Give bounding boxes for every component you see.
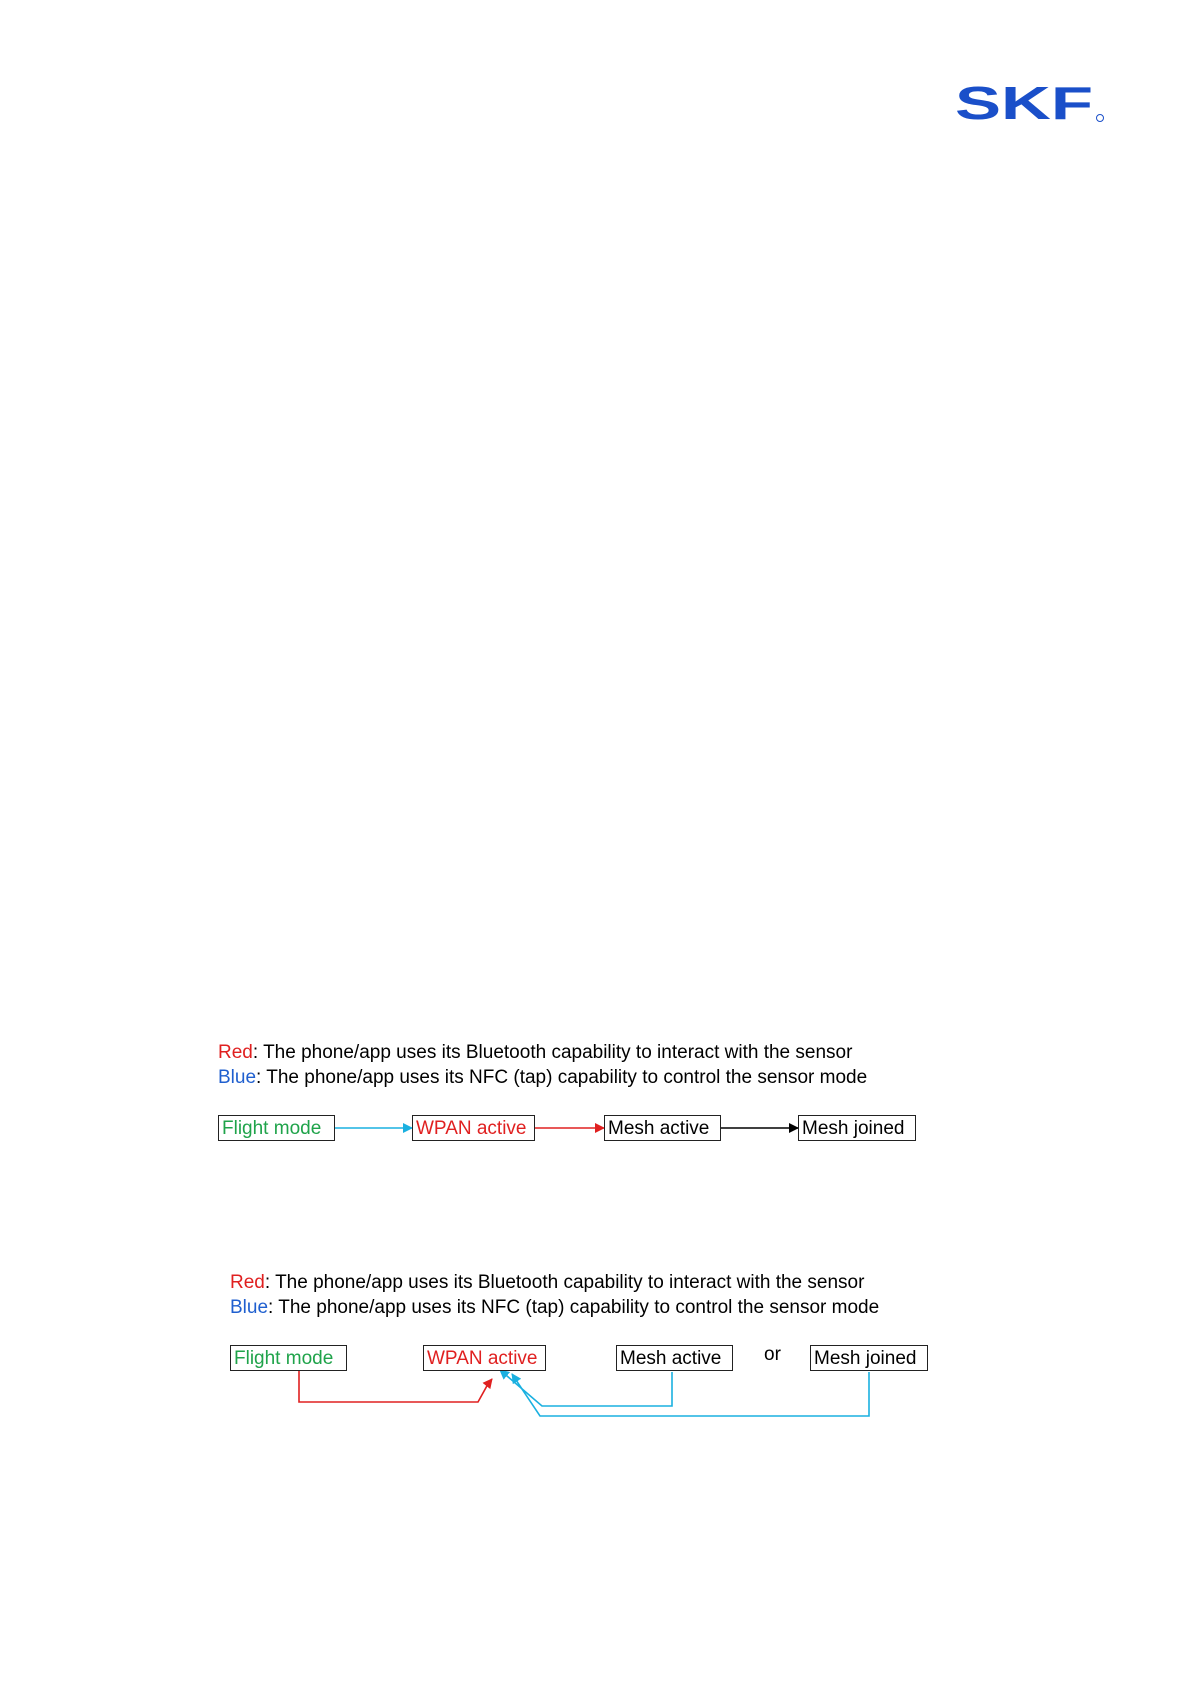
state-mesh-joined: Mesh joined xyxy=(810,1345,928,1371)
legend-blue-key: Blue xyxy=(218,1067,257,1088)
arrow-mesh-active-to-wpan xyxy=(500,1370,672,1406)
state-mesh-joined: Mesh joined xyxy=(798,1115,916,1141)
legend-blue-text: : The phone/app uses its NFC (tap) capability to control the sensor mode xyxy=(256,1067,868,1088)
arrow-mesh-joined-to-wpan xyxy=(512,1372,869,1416)
legend-red-key: Red xyxy=(218,1042,253,1063)
state-flight-mode: Flight mode xyxy=(218,1115,335,1141)
state-mesh-active: Mesh active xyxy=(604,1115,721,1141)
state-mesh-active: Mesh active xyxy=(616,1345,733,1371)
arrow-flight-to-wpan xyxy=(299,1370,492,1402)
state-wpan-active: WPAN active xyxy=(412,1115,535,1141)
or-label: or xyxy=(764,1344,781,1365)
state-wpan-active: WPAN active xyxy=(423,1345,546,1371)
state-flight-mode: Flight mode xyxy=(230,1345,347,1371)
legend-red-key: Red xyxy=(230,1272,265,1293)
legend-blue-key: Blue xyxy=(230,1297,269,1318)
legend-red-text: : The phone/app uses its Bluetooth capability to interact with the sensor xyxy=(252,1042,853,1063)
skf-logo-text: SKF xyxy=(955,86,1093,122)
legend-red-text: : The phone/app uses its Bluetooth capability to interact with the sensor xyxy=(264,1272,865,1293)
legend-blue-text: : The phone/app uses its NFC (tap) capability to control the sensor mode xyxy=(268,1297,880,1318)
